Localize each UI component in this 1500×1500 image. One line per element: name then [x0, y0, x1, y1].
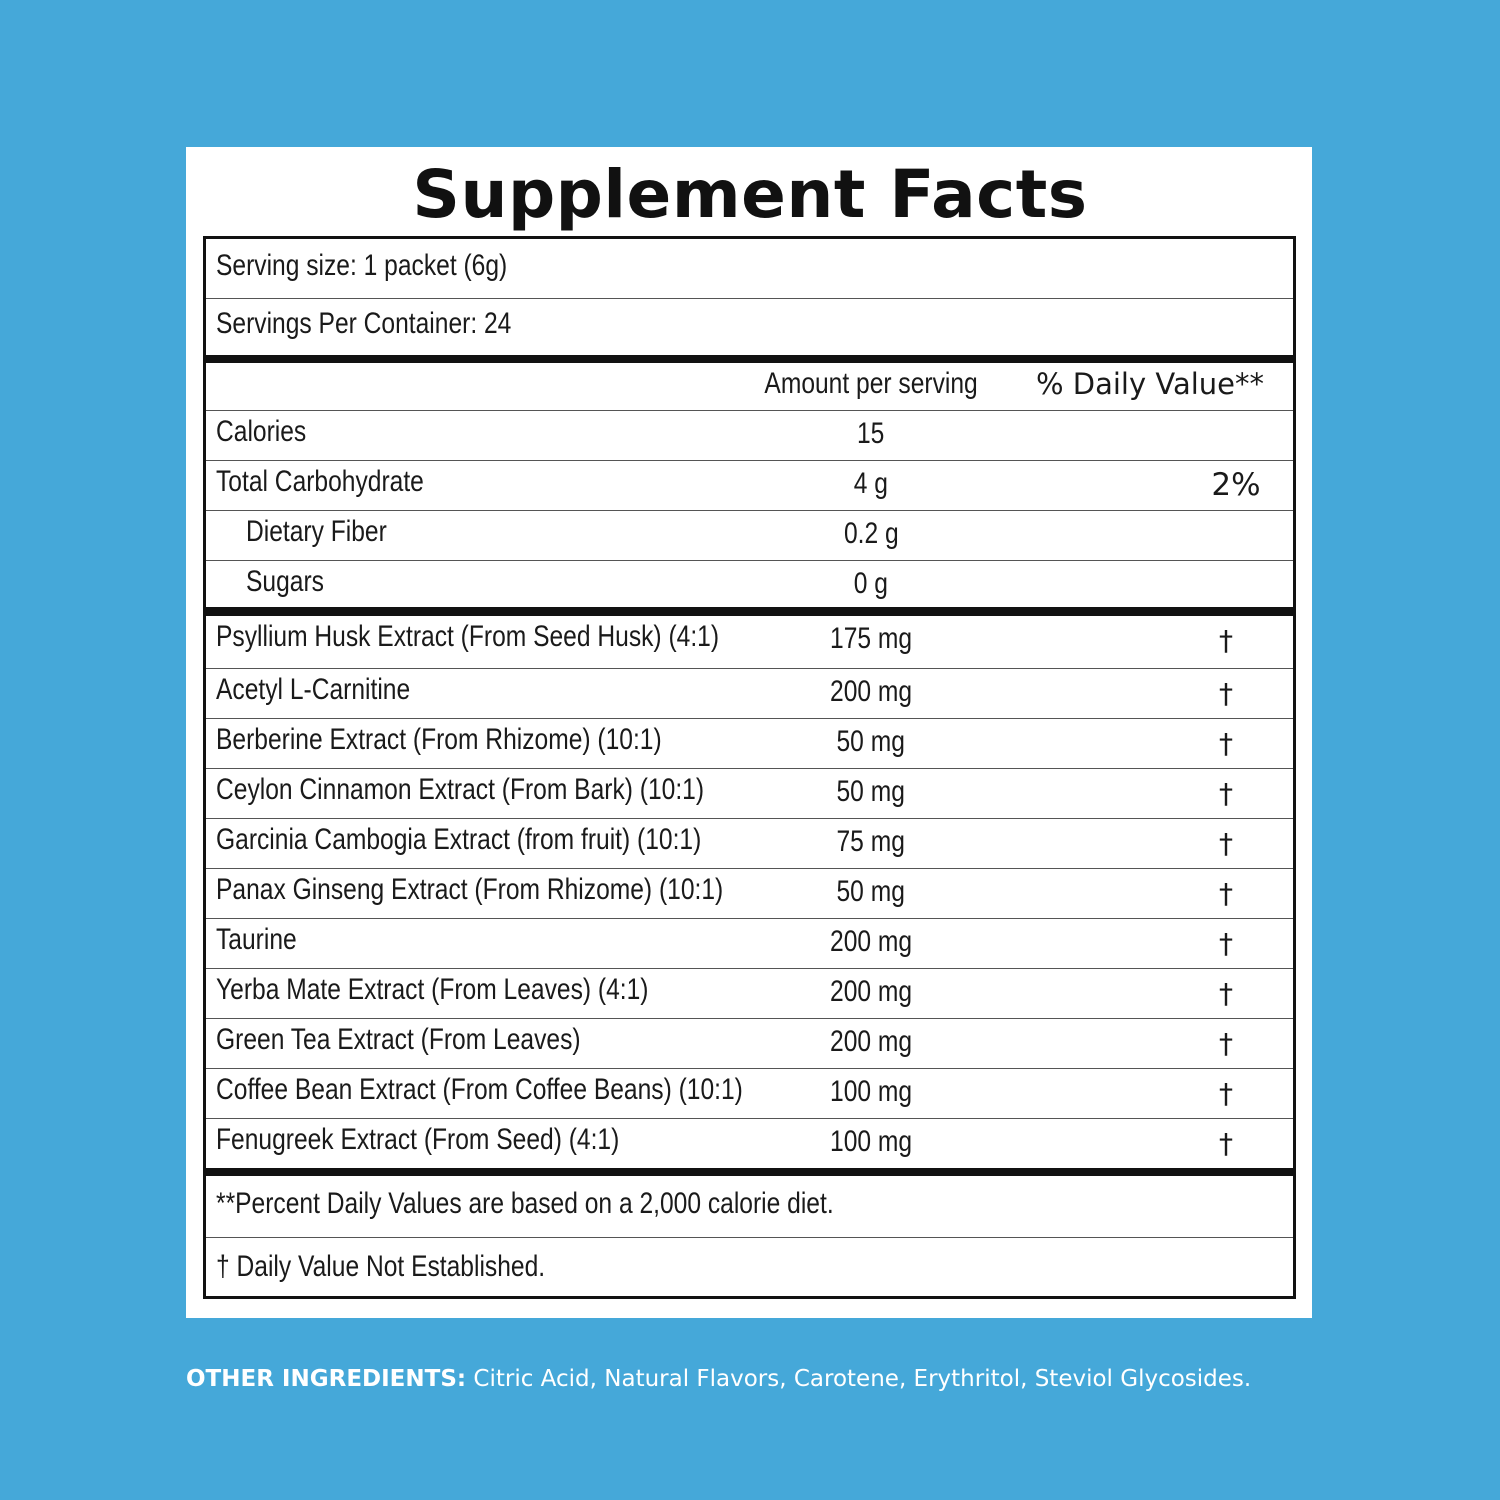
ingredient-name: Acetyl L-Carnitine	[216, 673, 411, 706]
ingredient-amount: 200 mg	[829, 675, 913, 708]
amount-per-serving-header: Amount per serving	[764, 367, 978, 400]
other-ingredients	[186, 1366, 1386, 1392]
nutrient-amount: 0 g	[853, 567, 889, 600]
servings-per-container-text: Servings Per Container: 24	[216, 307, 512, 340]
thick-divider	[206, 607, 1293, 616]
ingredient-name: Berberine Extract (From Rhizome) (10:1)	[216, 723, 662, 756]
ingredient-row	[206, 1069, 1293, 1119]
ingredient-name: Panax Ginseng Extract (From Rhizome) (10:1)	[216, 873, 724, 906]
nutrient-amount: 4 g	[853, 467, 889, 500]
ingredient-amount: 50 mg	[836, 775, 906, 808]
ingredient-row	[206, 969, 1293, 1019]
ingredient-amount: 100 mg	[829, 1075, 913, 1108]
ingredient-name: Psyllium Husk Extract (From Seed Husk) (4:1)	[216, 620, 720, 653]
nutrient-amount: 0.2 g	[843, 517, 899, 550]
other-ingredients-label: OTHER INGREDIENTS:	[186, 1366, 467, 1392]
dagger-footnote: † Daily Value Not Established.	[216, 1250, 546, 1283]
nutrient-name: Dietary Fiber	[246, 515, 387, 548]
nutrient-dv: 2%	[1211, 467, 1261, 503]
percent-footnote: **Percent Daily Values are based on a 2,000 calorie diet.	[216, 1187, 834, 1220]
dagger-icon: †	[1219, 1077, 1233, 1110]
dagger-icon: †	[1219, 1127, 1233, 1160]
ingredient-amount: 75 mg	[836, 825, 906, 858]
nutrient-row	[206, 511, 1293, 561]
percent-footnote-row	[206, 1176, 1293, 1238]
nutrient-amount: 15	[857, 417, 885, 450]
ingredient-amount: 175 mg	[829, 622, 913, 655]
nutrient-row	[206, 411, 1293, 461]
nutrient-row	[206, 461, 1293, 511]
dagger-icon: †	[1219, 624, 1233, 657]
ingredient-amount: 50 mg	[836, 725, 906, 758]
ingredient-name: Yerba Mate Extract (From Leaves) (4:1)	[216, 973, 649, 1006]
serving-size-text: Serving size: 1 packet (6g)	[216, 249, 508, 282]
supplement-facts-table	[203, 236, 1296, 1299]
ingredient-row	[206, 769, 1293, 819]
nutrient-name: Total Carbohydrate	[216, 465, 424, 498]
dagger-icon: †	[1219, 727, 1233, 760]
ingredient-row	[206, 616, 1293, 669]
nutrient-name: Calories	[216, 415, 307, 448]
page-title: Supplement Facts	[412, 156, 1088, 233]
dagger-footnote-row	[206, 1238, 1293, 1296]
dagger-icon: †	[1219, 877, 1233, 910]
ingredient-name: Fenugreek Extract (From Seed) (4:1)	[216, 1123, 620, 1156]
other-ingredients-text: Citric Acid, Natural Flavors, Carotene, Erythritol, Steviol Glycosides.	[473, 1366, 1252, 1392]
ingredient-row	[206, 1119, 1293, 1168]
ingredient-name: Taurine	[216, 923, 297, 956]
ingredient-row	[206, 719, 1293, 769]
dagger-icon: †	[1219, 677, 1233, 710]
dagger-icon: †	[1219, 927, 1233, 960]
ingredient-amount: 200 mg	[829, 925, 913, 958]
nutrient-name: Sugars	[246, 565, 324, 598]
ingredient-row	[206, 819, 1293, 869]
thick-divider	[206, 1168, 1293, 1176]
column-header-row	[206, 363, 1293, 411]
ingredient-row	[206, 1019, 1293, 1069]
ingredient-name: Green Tea Extract (From Leaves)	[216, 1023, 581, 1056]
ingredient-row	[206, 869, 1293, 919]
ingredient-amount: 200 mg	[829, 1025, 913, 1058]
dagger-icon: †	[1219, 977, 1233, 1010]
dagger-icon: †	[1219, 777, 1233, 810]
servings-per-container-row	[206, 299, 1293, 355]
ingredient-amount: 200 mg	[829, 975, 913, 1008]
nutrient-row	[206, 561, 1293, 607]
thick-divider	[206, 355, 1293, 363]
ingredient-name: Garcinia Cambogia Extract (from fruit) (10:1)	[216, 823, 702, 856]
ingredient-amount: 50 mg	[836, 875, 906, 908]
daily-value-header: % Daily Value**	[1036, 367, 1265, 401]
ingredient-name: Ceylon Cinnamon Extract (From Bark) (10:1)	[216, 773, 705, 806]
ingredient-row	[206, 919, 1293, 969]
ingredient-row	[206, 669, 1293, 719]
serving-size-row	[206, 239, 1293, 299]
dagger-icon: †	[1219, 1027, 1233, 1060]
ingredient-name: Coffee Bean Extract (From Coffee Beans) (10:1)	[216, 1073, 743, 1106]
ingredient-amount: 100 mg	[829, 1125, 913, 1158]
dagger-icon: †	[1219, 827, 1233, 860]
